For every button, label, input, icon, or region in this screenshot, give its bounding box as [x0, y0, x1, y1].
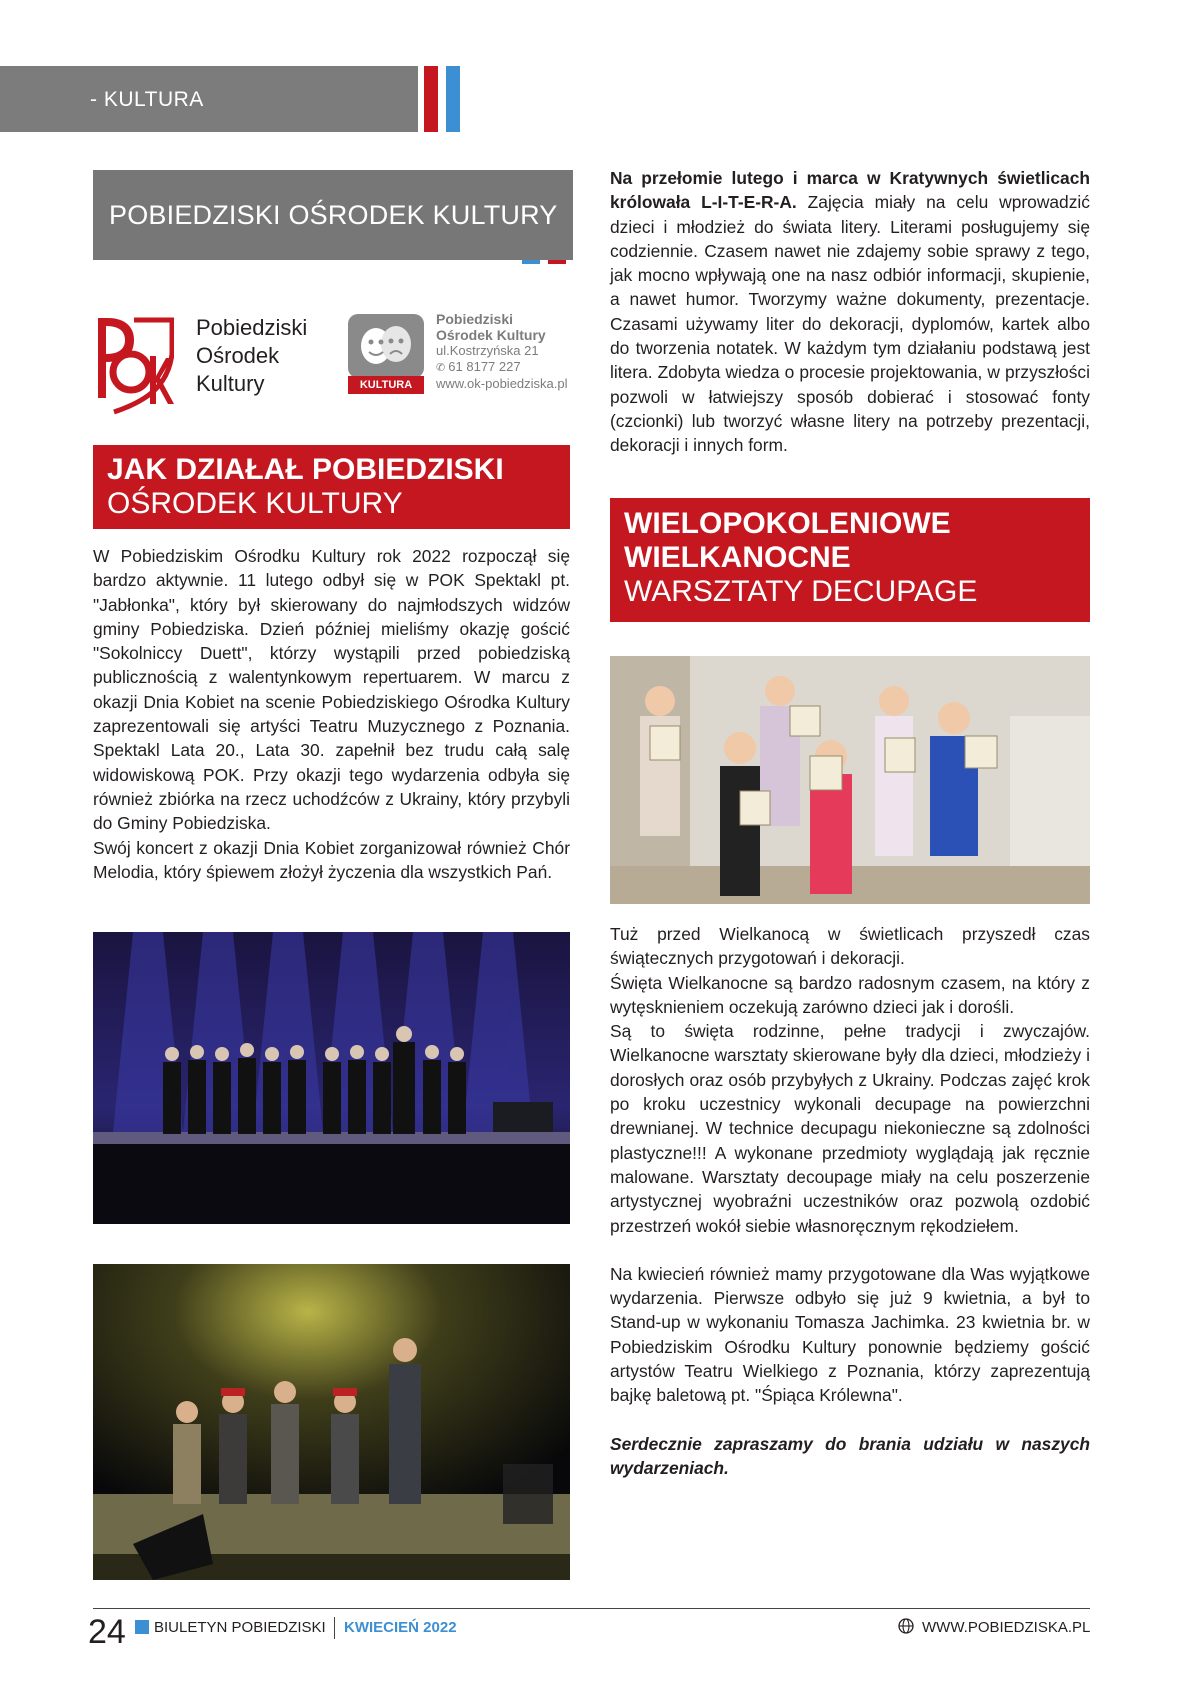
section-header-title: POBIEDZISKI OŚRODEK KULTURY: [109, 200, 558, 230]
pok-logo-text: [196, 314, 307, 398]
stripe-blue: [446, 66, 460, 132]
article2-april-text: Na kwiecień również mamy przygotowane dla Was wyjątkowe wydarzenia. Pierwsze odbyło się już 9 kwietnia, a był to Stand-up w wykonaniu Tomasza Jachimka. 23 kwietnia br. w Pobiedziskim Ośrodku Kultury ponownie będziemy gościć artystów Teatru Wielkiego z Poznania, którzy zaprezentują bajkę baletową pt. "Śpiąca Królewna".: [610, 1263, 1090, 1406]
litera-lead: Na przełomie lutego i marca w Kratywnych świetlicach królowała L-I-T-E-R-A.: [610, 168, 1090, 213]
litera-paragraph: [610, 166, 1090, 458]
children-decoupage-image: [610, 656, 1090, 904]
section-tag: - KULTURA: [90, 88, 204, 111]
phone-icon: ✆: [436, 361, 449, 374]
culture-emblem: [348, 314, 424, 394]
article2-paragraph-3: Są to święta rodzinne, pełne tradycji i zwyczajów. Wielkanocne warsztaty skierowane były dla dzieci, młodzieży i dorosłych oraz osób przybyłych z Ukrainy. Podczas zajęć krok po kroku uczestnicy wykonali decupage na powierzchni drewnianej. W technice decupagu niekonieczne są zdolności plastyczne!!! A wykonane przedmioty wyglądają jak ręcznie malowane. Warsztaty decoupage miały na celu poszerzenie artystycznej wyobraźni uczestników oraz pozwolą ozdobić przestrzeń wokół siebie własnoręcznym rękodziełem.: [610, 1021, 1090, 1236]
article2-title-bold-1: WIELOPOKOLENIOWE: [624, 507, 951, 540]
footer-divider: [93, 1608, 1090, 1609]
contact-card: [436, 312, 568, 392]
litera-text: Zajęcia miały na celu wprowadzić dzieci i młodzież do świata litery. Literami posługujemy się codziennie. Czasem nawet nie zdajemy sobie sprawy z tego, jak mocno wpływają one na nasz odbiór informacji, skupienie, a nawet humor. Tworzymy ważne dokumenty, prezentacje. Czasami używamy liter do dekoracji, dyplomów, kartek albo do tworzenia notatek. W każdym tym działaniu podstawą jest litera. Zdobyta wiedza o procesie projektowania, w przyszłości pozwoli w łatwiejszy sposób dobierać i stosować fonty (czcionki) lub tworzyć własne litery na potrzeby prezentacji, dekoracji i innych form.: [610, 192, 1090, 456]
article1-title-light: OŚRODEK KULTURY: [107, 487, 403, 520]
pok-logo: [94, 312, 174, 416]
section-header: [93, 170, 573, 260]
article1-paragraph-2: Swój koncert z okazji Dnia Kobiet zorganizował również Chór Melodia, który śpiewem złożył życzenia dla wszystkich Pań.: [93, 837, 570, 882]
article1-header: [93, 445, 570, 529]
pok-logo-line2: Ośrodek: [196, 343, 280, 368]
pok-logo-line1: Pobiedziski: [196, 315, 308, 340]
globe-icon: [898, 1618, 914, 1634]
footer-issue: KWIECIEŃ 2022: [344, 1619, 457, 1636]
contact-phone-row: [436, 359, 568, 377]
article1-title-bold: JAK DZIAŁAŁ POBIEDZISKI: [107, 453, 504, 486]
stage-performance-image: [93, 1264, 570, 1580]
section-header-underline: [93, 256, 573, 259]
contact-address: ul.Kostrzyńska 21: [436, 343, 539, 358]
culture-badge: KULTURA: [348, 376, 424, 394]
stripe-white: [438, 66, 444, 132]
globe-icon-svg: [898, 1618, 914, 1634]
footer-website[interactable]: WWW.POBIEDZISKA.PL: [922, 1619, 1091, 1636]
contact-phone: 61 8177 227: [448, 358, 521, 374]
litera-article: [610, 166, 1090, 458]
choir-concert-photo: [93, 932, 570, 1224]
contact-title-line1: Pobiedziski: [436, 311, 514, 327]
stripe-red: [424, 66, 438, 132]
accent-blue-mark: [522, 260, 540, 264]
theatre-masks-icon: [348, 314, 424, 378]
accent-red-mark: [548, 260, 566, 264]
contact-title-line2: Ośrodek Kultury: [436, 326, 546, 343]
page-number: 24: [88, 1613, 126, 1651]
footer-separator: [334, 1617, 335, 1639]
article2-body: [610, 922, 1090, 1480]
section-tag-bar: [0, 66, 418, 132]
footer-blue-square-icon: [135, 1620, 149, 1634]
article1-paragraph-1: W Pobiedziskim Ośrodku Kultury rok 2022 rozpoczął się bardzo aktywnie. 11 lutego odbył się w POK Spektakl pt. "Jabłonka", który był skierowany do najmłodszych widzów gminy Pobiedziska. Dzień później mieliśmy okazję gościć "Sokolniccy Duett", którzy wystąpili przed pobiedziską publicznością z walentynkowym repertuarem. W marcu z okazji Dnia Kobiet na scenie Pobiedziskiego Ośrodka Kultury zaprezentowali się artyści Teatru Muzycznego z Poznania. Spektakl Lata 20., Lata 30. zapełnił bez trudu całą salę widowiskową POK. Przy okazji tego wydarzenia odbyła się również zbiórka na rzecz uchodźców z Ukrainy, który przybyli do Gminy Pobiedziska.: [93, 546, 570, 834]
article2-title-bold-2: WIELKANOCNE: [624, 541, 851, 574]
contact-website[interactable]: www.ok-pobiedziska.pl: [436, 376, 568, 391]
pok-logo-mark-icon: [94, 312, 174, 416]
article2-title-light: WARSZTATY DECUPAGE: [624, 575, 978, 608]
article2-paragraph-2: Święta Wielkanocne są bardzo radosnym czasem, na który z wytęsknieniem oczekują zarówno dzieci jak i dorośli.: [610, 972, 1090, 1017]
stage-performance-photo: [93, 1264, 570, 1580]
article2-invite: Serdecznie zapraszamy do brania udziału w naszych wydarzeniach.: [610, 1433, 1090, 1478]
footer-publication: BIULETYN POBIEDZISKI: [154, 1619, 326, 1636]
children-decoupage-photo: [610, 656, 1090, 904]
article2-paragraph-1: Tuż przed Wielkanocą w świetlicach przyszedł czas świątecznych przygotowań i dekoracji.: [610, 924, 1090, 969]
article2-header: [610, 498, 1090, 622]
pok-logo-line3: Kultury: [196, 371, 265, 396]
article1-body: [93, 544, 570, 884]
choir-concert-image: [93, 932, 570, 1224]
